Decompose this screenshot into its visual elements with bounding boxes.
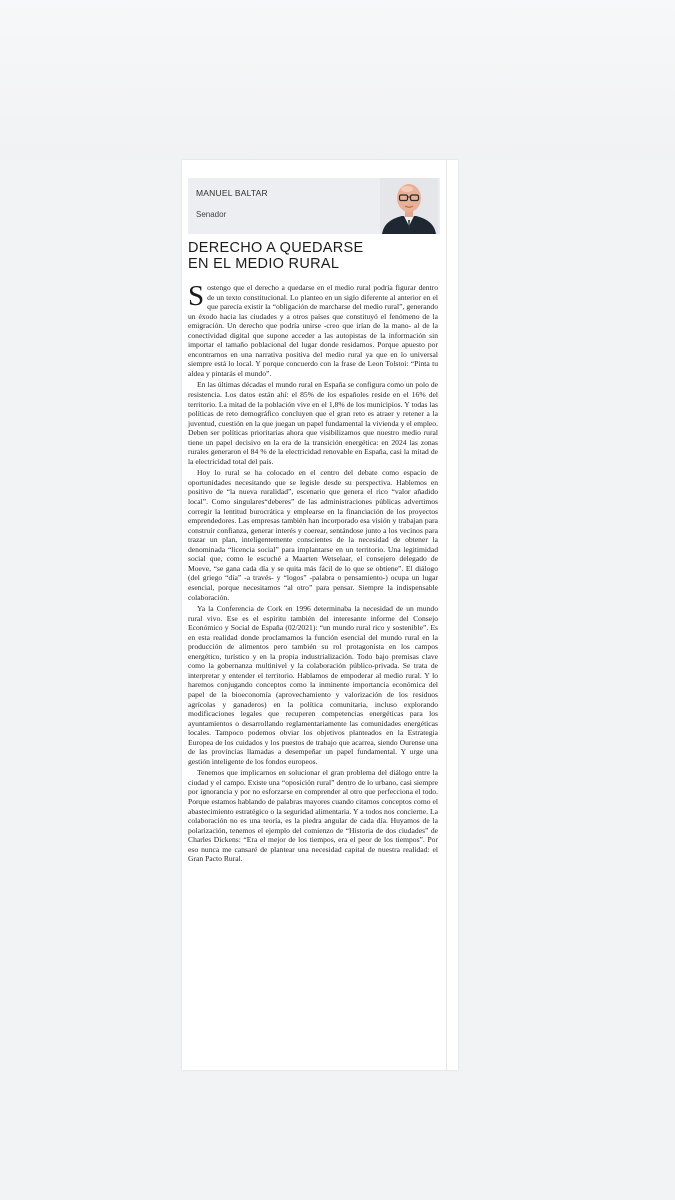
author-role: Senador bbox=[196, 210, 227, 219]
author-box bbox=[188, 178, 440, 234]
author-name: MANUEL BALTAR bbox=[196, 188, 268, 198]
background-top bbox=[0, 0, 675, 160]
paragraph-4: Ya la Conferencia de Cork en 1996 determinaba la necesidad de un mundo rural vivo. Ese es el espíritu también del interesante informe del Consejo Económico y Social de España (02/2021): “un mundo rural rico y sostenible”. Es en esta realidad donde proclamamos la función esencial del mundo rural en la producción de alimentos pero también su rol protagonista en los campos energético, turístico y en la propia industrialización. Todo bajo premisas clave como la gobernanza multinivel y la colaboración público-privada. Se trata de interpretar y entender el territorio. Hablamos de empoderar al medio rural. Y lo haremos conjugando conceptos como la inminente importancia económica del papel de la bioeconomía (aprovechamiento y valorización de los residuos agrícolas y ganaderos) en la política comunitaria, incluso explorando modificaciones legales que recuperen competencias energéticas para los ayuntamientos o desarrollando reglamentariamente las comunidades energéticas locales. Tampoco podemos obviar los objetivos planteados en la Estrategia Europea de los cuidados y los puestos de trabajo que acarrea, siendo Ourense una de las provincias llamadas a desempeñar un papel fundamental. Y urge una gestión inteligente de los fondos europeos. bbox=[188, 604, 438, 766]
paragraph-3: Hoy lo rural se ha colocado en el centro del debate como espacio de oportunidades necesitando que se legisle desde su perspectiva. Hablemos en positivo de “la nueva ruralidad”, escenario que genera el rico “valor añadido local”. Como singulares“deberes” de las administraciones públicas advertimos corregir la lentitud burocrática y emplearse en la financiación de los proyectos emprendedores. Las empresas también han incorporado esa visión y trabajan para construir confianza, generar interés y coerear, sentándose junto a los vecinos para trazar un plan, inteligentemente conscientes de la necesidad de obtener la denominada “licencia social” para implantarse en un territorio. Una legitimidad social que, como le escuché a Maarten Wetselaar, el consejero delegado de Moeve, “se gana cada día y se quita más fácil de lo que se obtiene”. El diálogo (del griego “día” -a través- y “logos” -palabra o pensamiento-) ocupa un lugar esencial, porque necesitamos “al otro” para pensar. Siempre la indispensable colaboración. bbox=[188, 468, 438, 602]
paragraph-1 bbox=[188, 280, 438, 378]
dropcap: S bbox=[188, 280, 205, 312]
paragraph-1-text: ostengo que el derecho a quedarse en el medio rural podría figurar dentro de un texto constitucional. Lo planteo en un siglo diferente al anterior en el que parecía existir la “obligación de marcharse del medio rural”, generando un éxodo hacia las ciudades y a otros países que constituyó el fenómeno de la emigración. Un derecho que podría unirse -creo que irían de la mano- al de la conectividad digital que supone acceder a las autopistas de la información sin importar el tamaño poblacional del lugar donde residamos. Porque apuesto por encontrarnos en una narrativa positiva del medio rural ya que en lo universal siempre está lo local. Y porque concuerdo con la frase de Leon Tolstoi: “Pinta tu aldea y pintarás el mundo”. bbox=[188, 283, 438, 378]
headline-line-2: EN EL MEDIO RURAL bbox=[188, 256, 340, 272]
headline-line-1: DERECHO A QUEDARSE bbox=[188, 240, 364, 256]
article-body bbox=[188, 280, 438, 866]
paragraph-2: En las últimas décadas el mundo rural en España se configura como un polo de resistencia. Los datos están ahí: el 85% de los españoles reside en el 16% del territorio. La mitad de la población vive en el 1,8% de los municipios. Y todas las políticas de reto demográfico concluyen que el gran reto es atraer y retener a la juventud, cuestión en la que juegan un papel fundamental la vivienda y el empleo. Deben ser políticas prioritarias ahora que visibilizamos que nuestro medio rural tiene un papel decisivo en la era de la transición energética: en 2024 las zonas rurales generaron el 84 % de la electricidad renovable en España, casi la mitad de la electricidad total del país. bbox=[188, 380, 438, 466]
headline bbox=[188, 240, 438, 272]
column-rule bbox=[446, 160, 447, 1070]
author-photo bbox=[380, 178, 438, 234]
paragraph-5: Tenemos que implicarnos en solucionar el gran problema del diálogo entre la ciudad y el campo. Existe una “oposición rural” dentro de lo urbano, casi siempre por ignorancia y por no esforzarse en comprender al otro que perfecciona el todo. Porque estamos hablando de palabras mayores cuando citamos conceptos como el abastecimiento estratégico o la seguridad alimentaria. Y a todos nos concierne. La colaboración no es una teoría, es la piedra angular de cada día. Huyamos de la polarización, tenemos el ejemplo del comienzo de “Historia de dos ciudades” de Charles Dickens: “Era el mejor de los tiempos, era el peor de los tiempos”. Por eso nunca me cansaré de plantear una necesidad capital de nuestra realidad: el Gran Pacto Rural. bbox=[188, 768, 438, 864]
newspaper-clipping bbox=[182, 160, 458, 1070]
